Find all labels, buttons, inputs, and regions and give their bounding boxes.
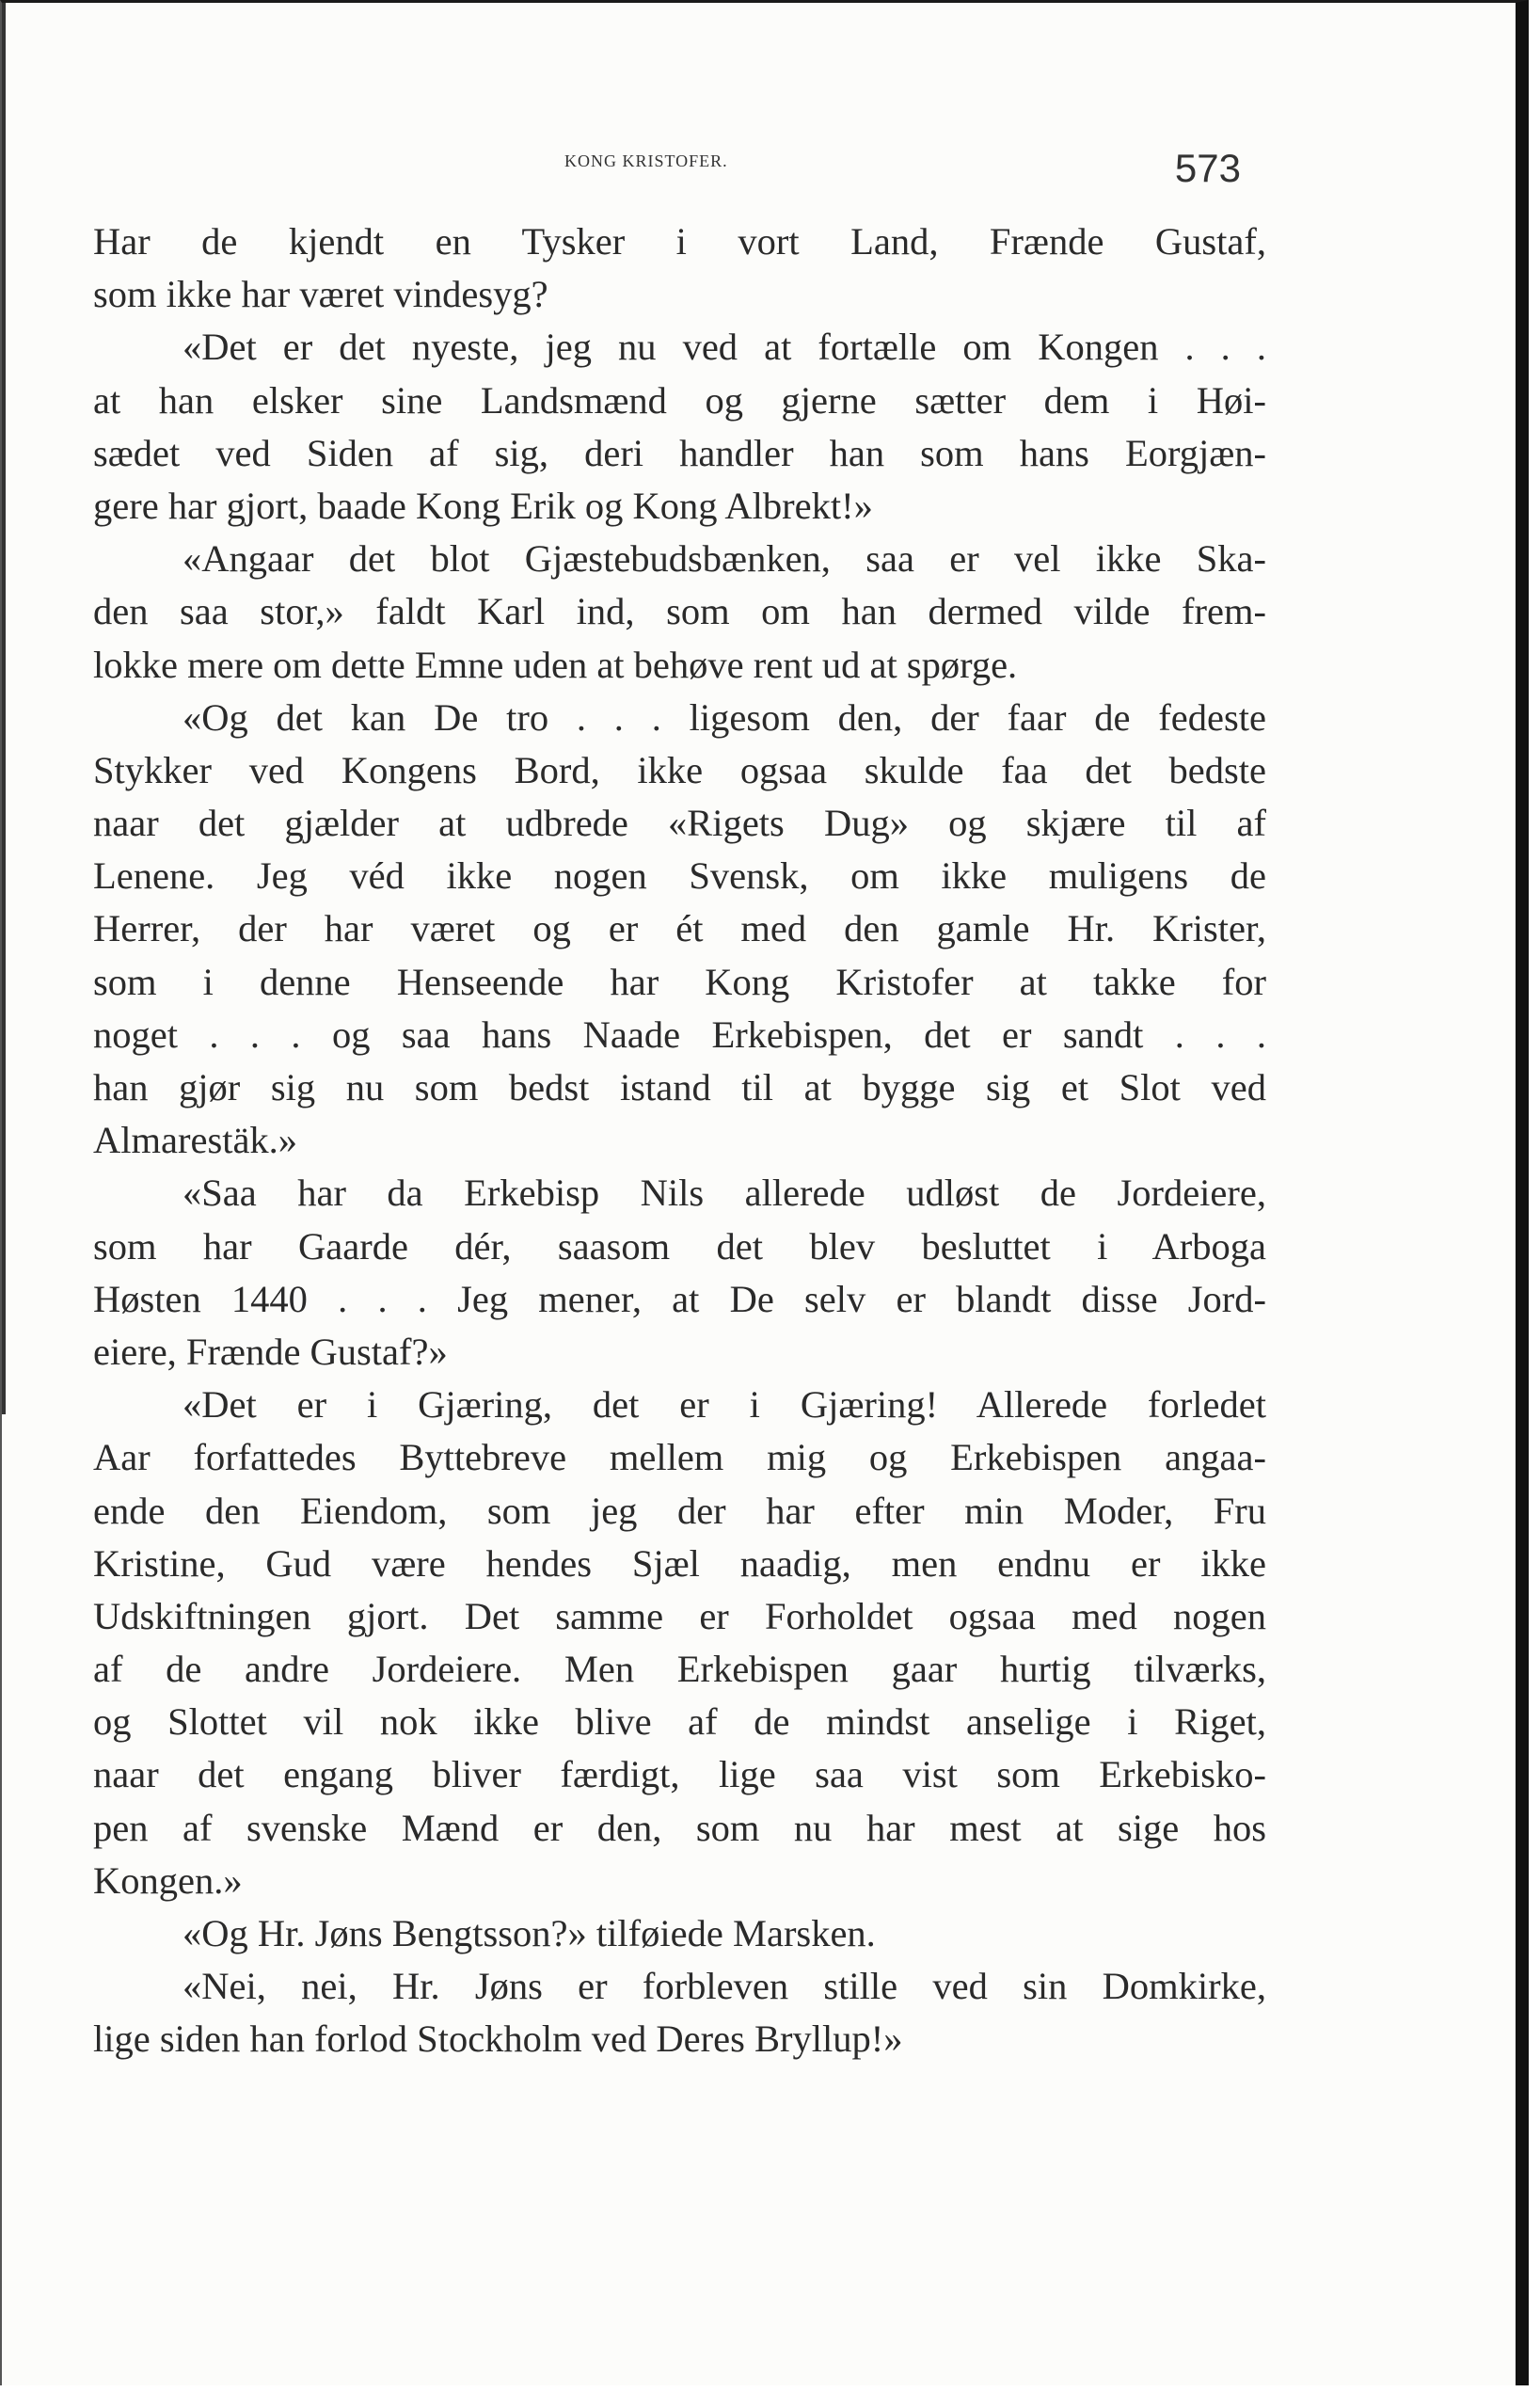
text-line: gere har gjort, baade Kong Erik og Kong Albrekt!»	[93, 484, 873, 527]
text-line: som ikke har været vindesyg?	[93, 273, 548, 316]
text-line: naar det engang bliver færdigt, lige saa vist som Erkebisko-	[93, 1753, 1266, 1796]
text-line: og Slottet vil nok ikke blive af de mindst anselige i Riget,	[93, 1700, 1266, 1744]
text-line: Stykker ved Kongens Bord, ikke ogsaa skulde faa det bedste	[93, 748, 1266, 791]
text-line: naar det gjælder at udbrede «Rigets Dug» og skjære til af	[93, 802, 1266, 845]
text-line: Udskiftningen gjort. Det samme er Forholdet ogsaa med nogen	[93, 1594, 1266, 1637]
text-line: lige siden han forlod Stockholm ved Deres Bryllup!»	[93, 2017, 903, 2061]
text-line: Almarestäk.»	[93, 1119, 298, 1162]
text-line: den saa stor,» faldt Karl ind, som om han dermed vilde frem-	[93, 590, 1266, 633]
text-line: «Det er i Gjæring, det er i Gjæring! Allerede forledet	[183, 1383, 1266, 1427]
text-line: ende den Eiendom, som jeg der har efter min Moder, Fru	[93, 1489, 1266, 1532]
text-line: pen af svenske Mænd er den, som nu har mest at sige hos	[93, 1806, 1266, 1849]
text-line: som har Gaarde dér, saasom det blev besluttet i Arboga	[93, 1224, 1266, 1268]
text-line: «Saa har da Erkebisp Nils allerede udløst de Jordeiere,	[183, 1172, 1266, 1215]
text-line: «Det er det nyeste, jeg nu ved at fortælle om Kongen . . .	[183, 326, 1266, 369]
page-number: 573	[1174, 146, 1241, 190]
text-line: Aar forfattedes Byttebreve mellem mig og Erkebispen angaa-	[93, 1436, 1266, 1479]
text-line: at han elsker sine Landsmænd og gjerne sætter dem i Høi-	[93, 378, 1266, 422]
text-line: «Nei, nei, Hr. Jøns er forbleven stille ved sin Domkirke,	[183, 1965, 1266, 2008]
text-line: «Og det kan De tro . . . ligesom den, der faar de fedeste	[183, 695, 1266, 739]
text-line: eiere, Frænde Gustaf?»	[93, 1330, 448, 1373]
text-line: Kristine, Gud være hendes Sjæl naadig, men endnu er ikke	[93, 1541, 1266, 1585]
text-line: Herrer, der har været og er ét med den gamle Hr. Krister,	[93, 907, 1266, 950]
scan-edge-left	[2, 3, 6, 1414]
text-line: Høsten 1440 . . . Jeg mener, at De selv er blandt disse Jord-	[93, 1277, 1266, 1320]
text-line: Har de kjendt en Tysker i vort Land, Frænde Gustaf,	[93, 220, 1266, 263]
text-line: sædet ved Siden af sig, deri handler han som hans Eorgjæn-	[93, 431, 1266, 474]
body-text	[93, 215, 1266, 2066]
text-line: «Angaar det blot Gjæstebudsbænken, saa er vel ikke Ska-	[183, 537, 1266, 581]
text-line: af de andre Jordeiere. Men Erkebispen gaar hurtig tilværks,	[93, 1648, 1266, 1691]
text-line: lokke mere om dette Emne uden at behøve rent ud at spørge.	[93, 643, 1018, 686]
text-line: Lenene. Jeg véd ikke nogen Svensk, om ikke muligens de	[93, 854, 1266, 898]
running-head: KONG KRISTOFER.	[564, 151, 728, 170]
text-line: Kongen.»	[93, 1858, 243, 1902]
text-line: som i denne Henseende har Kong Kristofer at takke for	[93, 960, 1266, 1003]
text-line: «Og Hr. Jøns Bengtsson?» tilføiede Marsken.	[183, 1912, 876, 1954]
text-line: han gjør sig nu som bedst istand til at bygge sig et Slot ved	[93, 1066, 1266, 1108]
text-line: noget . . . og saa hans Naade Erkebispen, det er sandt . . .	[93, 1013, 1266, 1056]
